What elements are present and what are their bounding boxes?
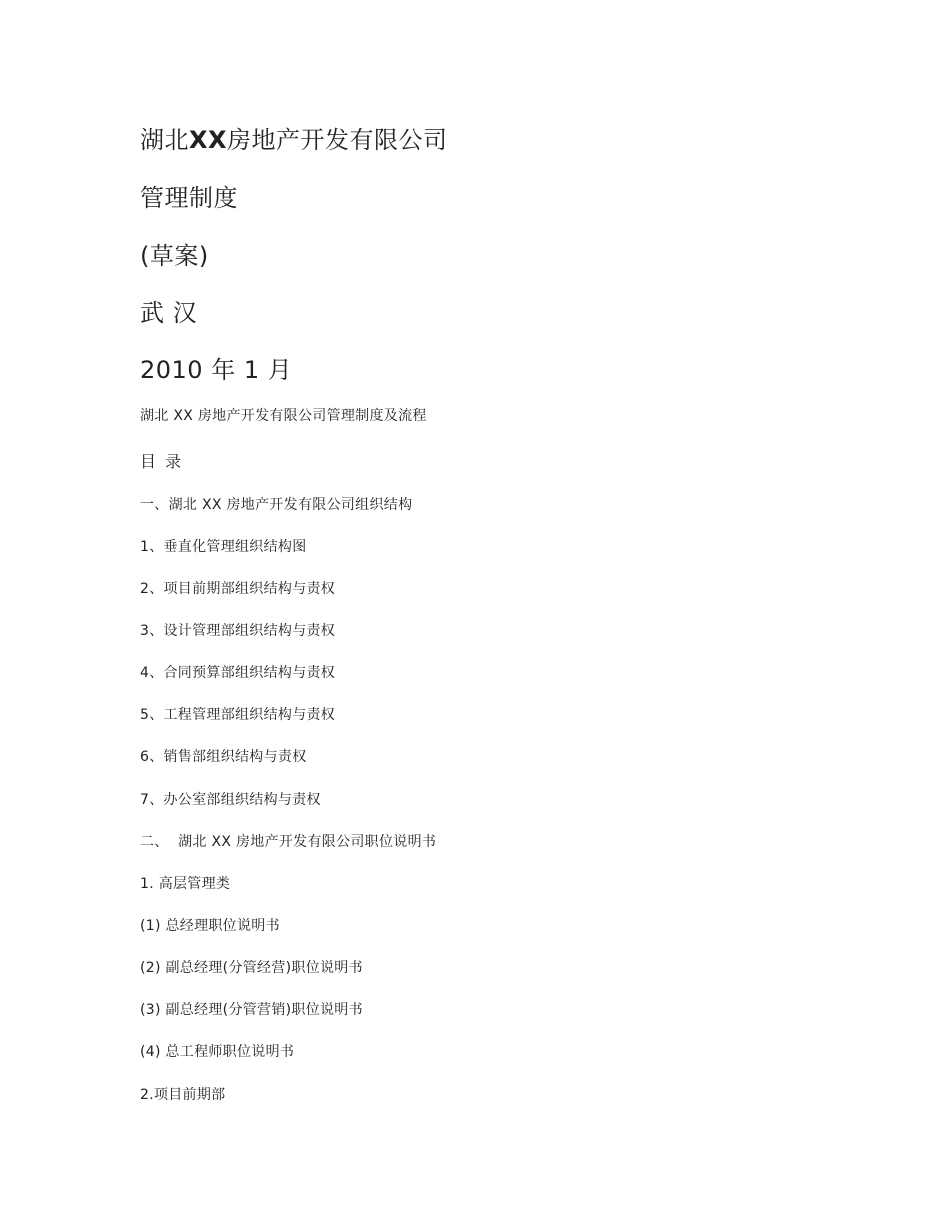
- toc-item: (4) 总工程师职位说明书: [140, 1044, 295, 1060]
- date: 2010 年 1 月: [140, 356, 293, 384]
- toc-item: 1、垂直化管理组织结构图: [140, 539, 307, 555]
- toc-item: (1) 总经理职位说明书: [140, 918, 280, 934]
- toc-item: 3、设计管理部组织结构与责权: [140, 623, 336, 639]
- toc-item: (3) 副总经理(分管营销)职位说明书: [140, 1002, 363, 1018]
- toc-item: 5、工程管理部组织结构与责权: [140, 707, 336, 723]
- company-title: [140, 120, 448, 155]
- toc-item: 一、湖北 XX 房地产开发有限公司组织结构: [140, 497, 413, 513]
- document-title: 湖北 XX 房地产开发有限公司管理制度及流程: [140, 408, 427, 424]
- city: 武 汉: [140, 299, 198, 327]
- company-title-prefix: 湖北: [140, 126, 189, 154]
- toc-item: 2、项目前期部组织结构与责权: [140, 581, 336, 597]
- subtitle: 管理制度: [140, 184, 238, 212]
- toc-item: 二、 湖北 XX 房地产开发有限公司职位说明书: [140, 834, 437, 850]
- toc-item: 7、办公室部组织结构与责权: [140, 792, 321, 808]
- toc-item: 2.项目前期部: [140, 1087, 226, 1103]
- toc-item: 4、合同预算部组织结构与责权: [140, 665, 336, 681]
- toc-item: 1. 高层管理类: [140, 876, 231, 892]
- draft-label: (草案): [140, 242, 209, 270]
- company-title-suffix: 房地产开发有限公司: [227, 126, 448, 154]
- toc-item: 6、销售部组织结构与责权: [140, 749, 307, 765]
- toc-item: (2) 副总经理(分管经营)职位说明书: [140, 960, 363, 976]
- company-title-bold: XX: [189, 126, 228, 154]
- toc-heading: 目 录: [140, 452, 184, 471]
